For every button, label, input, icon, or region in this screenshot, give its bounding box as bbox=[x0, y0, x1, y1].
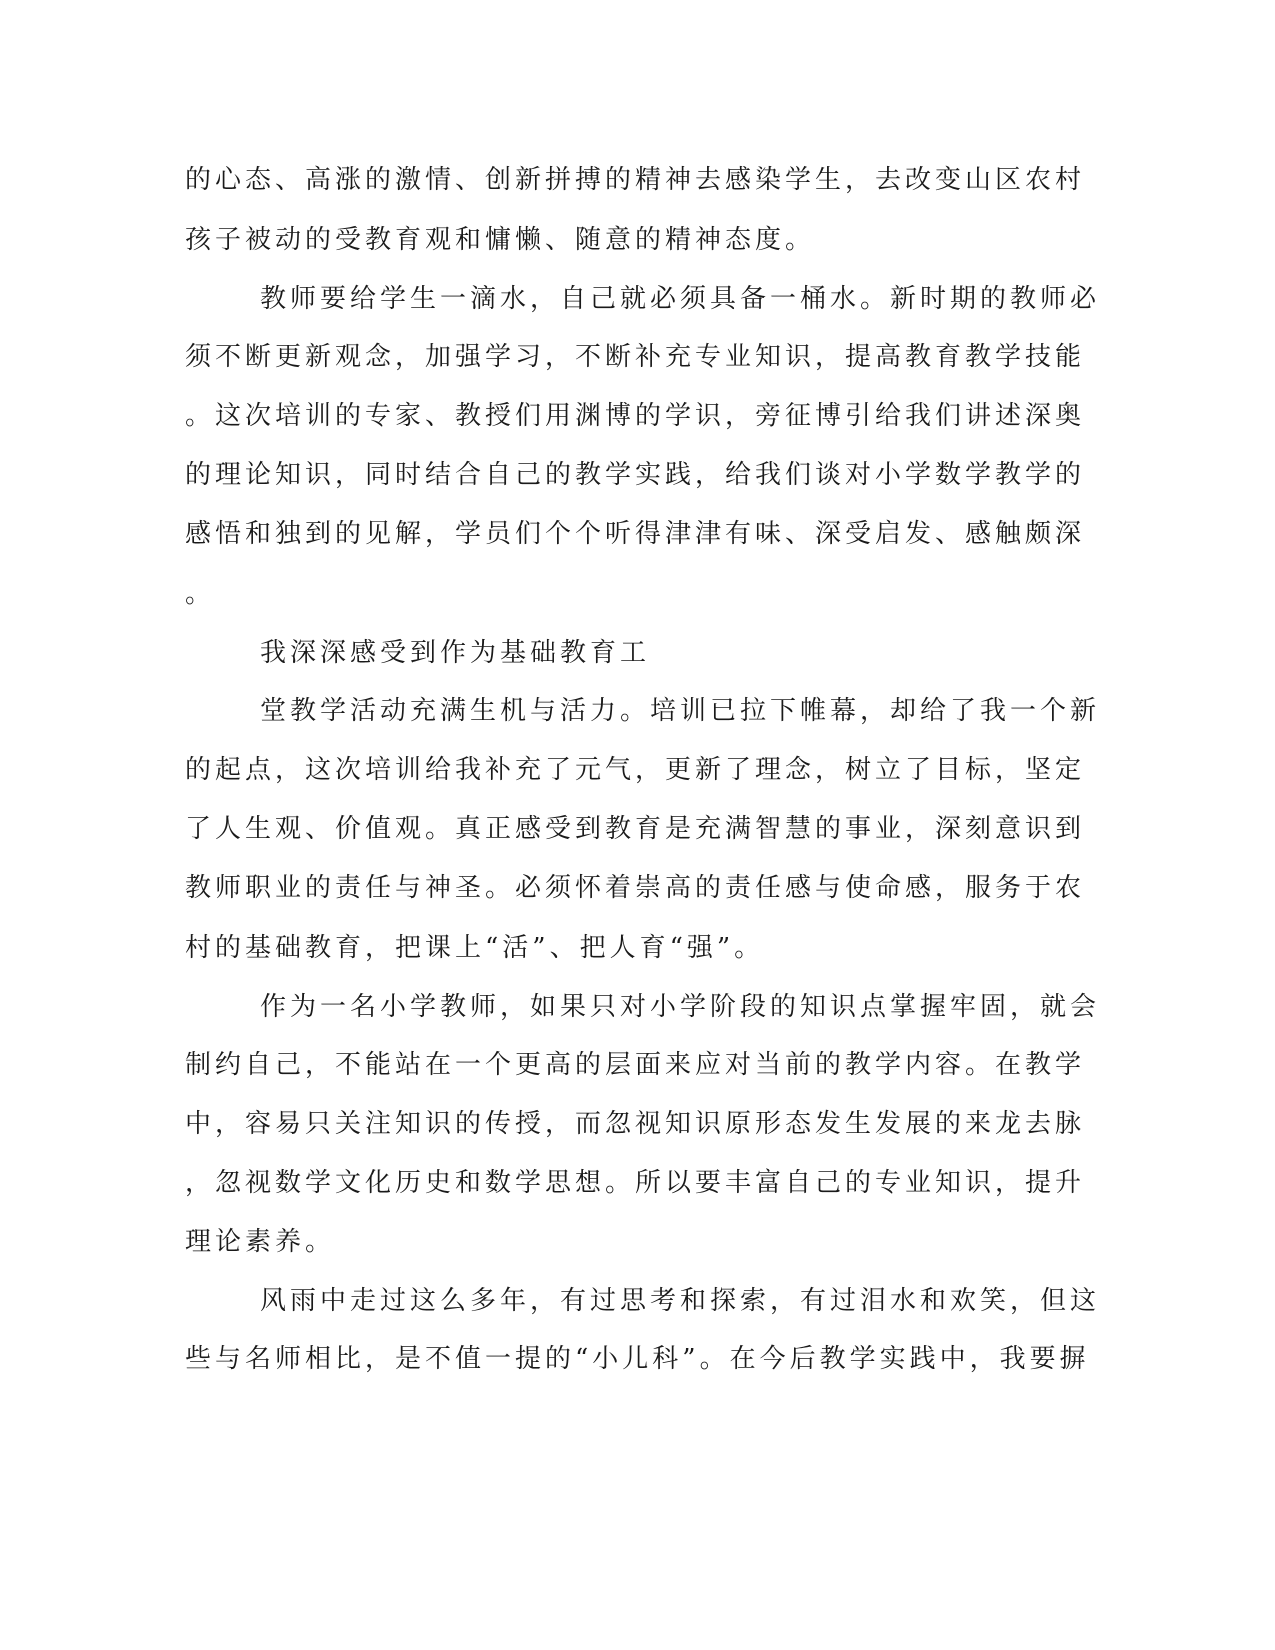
text-line: 村的基础教育，把课上“活”、把人育“强”。 bbox=[185, 933, 765, 963]
text-line: ，忽视数学文化历史和数学思想。所以要丰富自己的专业知识，提升 bbox=[185, 1168, 1086, 1198]
paragraph-first-line: 堂教学活动充满生机与活力。培训已拉下帷幕，却给了我一个新 bbox=[260, 696, 1101, 726]
text-line: 。 bbox=[185, 579, 216, 609]
text-line: 理论素养。 bbox=[185, 1227, 336, 1257]
text-line: 些与名师相比，是不值一提的“小儿科”。在今后教学实践中，我要摒 bbox=[185, 1344, 1090, 1374]
text-line: 教师职业的责任与神圣。必须怀着崇高的责任感与使命感，服务于农 bbox=[185, 873, 1086, 903]
text-line: 了人生观、价值观。真正感受到教育是充满智慧的事业，深刻意识到 bbox=[185, 814, 1086, 844]
text-line: 感悟和独到的见解，学员们个个听得津津有味、深受启发、感触颇深 bbox=[185, 519, 1086, 549]
text-line: 中，容易只关注知识的传授，而忽视知识原形态发生发展的来龙去脉 bbox=[185, 1109, 1086, 1139]
text-line: 须不断更新观念，加强学习，不断补充专业知识，提高教育教学技能 bbox=[185, 342, 1086, 372]
paragraph-first-line: 教师要给学生一滴水，自己就必须具备一桶水。新时期的教师必 bbox=[260, 284, 1101, 314]
text-line: 孩子被动的受教育观和慵懒、随意的精神态度。 bbox=[185, 225, 816, 255]
text-line: 。这次培训的专家、教授们用渊博的学识，旁征博引给我们讲述深奥 bbox=[185, 401, 1086, 431]
paragraph-first-line: 我深深感受到作为基础教育工 bbox=[260, 638, 651, 668]
text-line: 的起点，这次培训给我补充了元气，更新了理念，树立了目标，坚定 bbox=[185, 755, 1086, 785]
paragraph-first-line: 作为一名小学教师，如果只对小学阶段的知识点掌握牢固，就会 bbox=[260, 992, 1101, 1022]
text-line: 制约自己，不能站在一个更高的层面来应对当前的教学内容。在教学 bbox=[185, 1050, 1086, 1080]
text-line: 的心态、高涨的激情、创新拼搏的精神去感染学生，去改变山区农村 bbox=[185, 165, 1086, 195]
paragraph-first-line: 风雨中走过这么多年，有过思考和探索，有过泪水和欢笑，但这 bbox=[260, 1286, 1101, 1316]
text-line: 的理论知识，同时结合自己的教学实践，给我们谈对小学数学教学的 bbox=[185, 460, 1086, 490]
